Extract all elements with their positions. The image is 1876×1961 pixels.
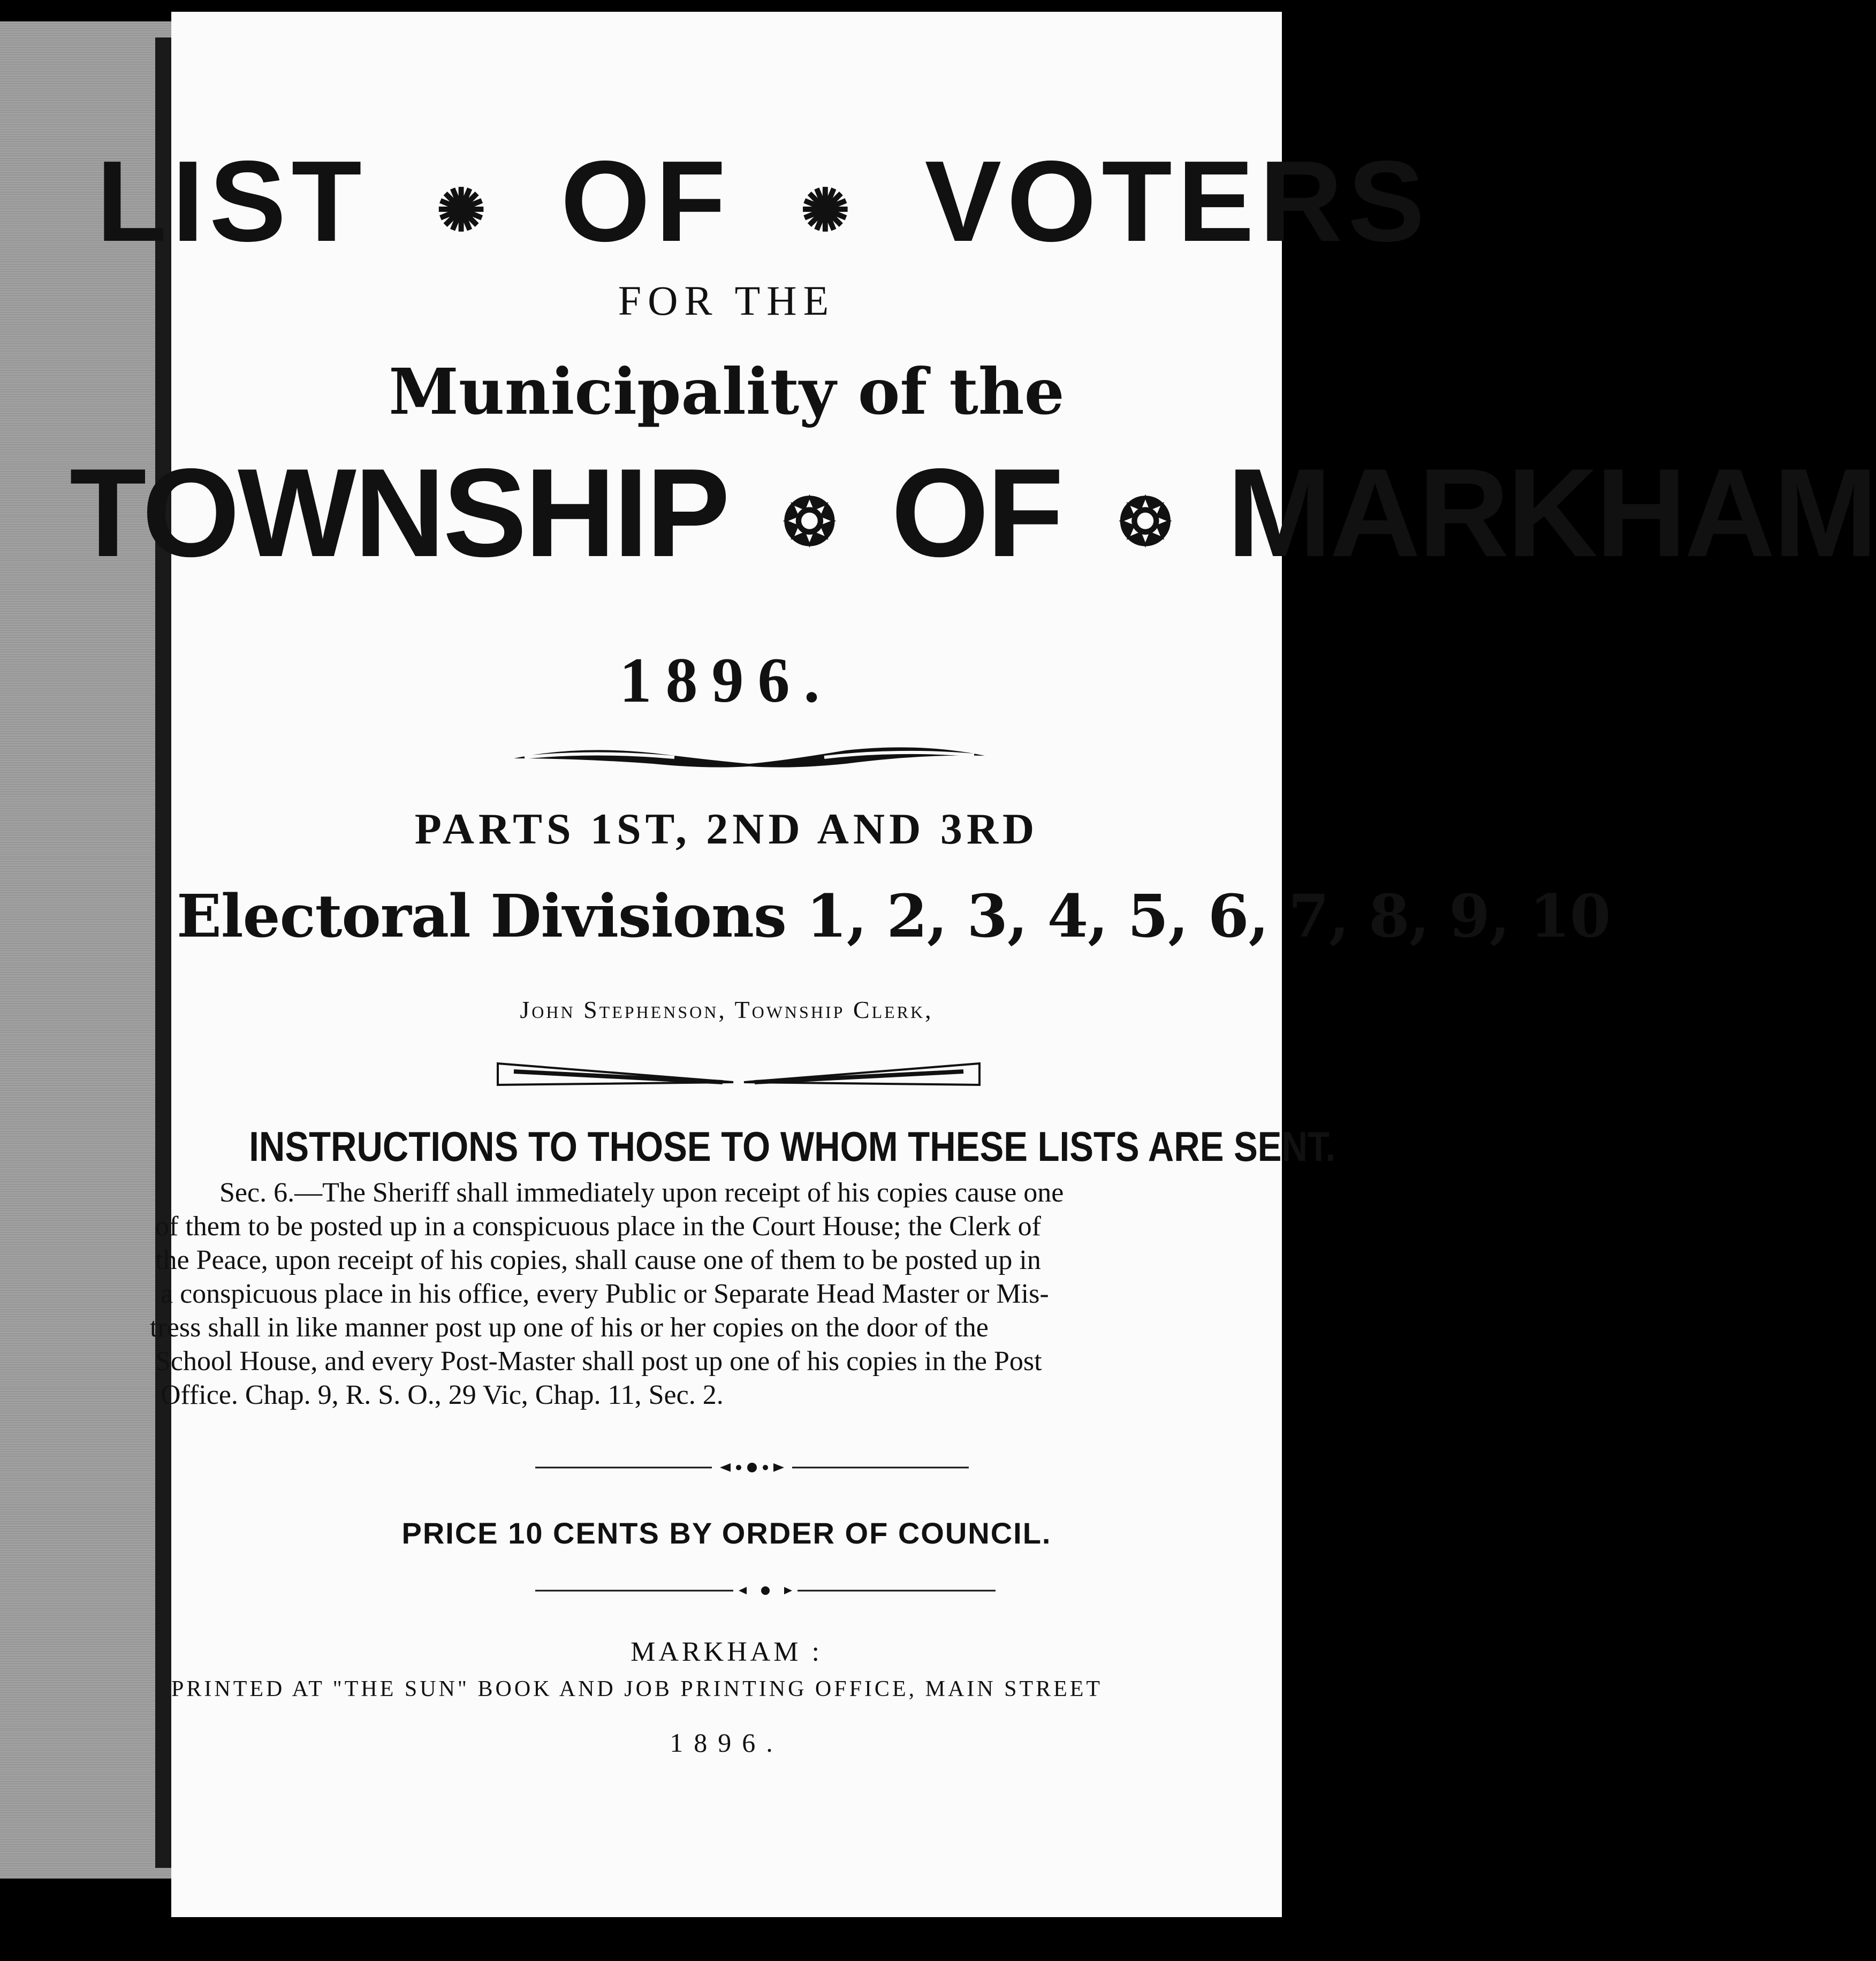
electoral-divisions-line: Electoral Divisions 1, 2, 3, 4, 5, 6, 7, 8, 9, 10 (177, 881, 1611, 951)
tapered-rule-ornament-icon (498, 1061, 979, 1088)
township-title (70, 440, 1876, 585)
rosette-ornament-icon: ❂ (1118, 487, 1171, 559)
statute-line: Office. Chap. 9, R. S. O., 29 Vic, Chap. 11, Sec. 2. (161, 1380, 724, 1410)
statute-line: School House, and every Post-Master shall post up one of his copies in the Post (155, 1346, 1042, 1377)
statute-line: the Peace, upon receipt of his copies, shall cause one of them to be posted up in (155, 1245, 1041, 1275)
municipality-line: Municipality of the (389, 354, 1065, 429)
dotted-rule-ornament-icon (535, 1460, 969, 1476)
place-line: MARKHAM : (631, 1637, 823, 1667)
swash-ornament-icon (514, 742, 985, 774)
print-year: 1896. (670, 1728, 784, 1758)
clerk-line: John Stephenson, Township Clerk, (520, 996, 933, 1023)
title-page (70, 12, 1876, 1917)
township-word: TOWNSHIP (70, 442, 726, 583)
statute-section (150, 1176, 1135, 1412)
township-word-of: OF (891, 442, 1062, 583)
title-word-list: LIST (96, 136, 367, 265)
main-title (96, 135, 1430, 268)
statute-line: Sec. 6.—The Sheriff shall immediately upon receipt of his copies cause one (219, 1177, 1064, 1208)
statute-line: a conspicuous place in his office, every Public or Separate Head Master or Mis- (161, 1279, 1049, 1309)
statute-line: of them to be posted up in a conspicuous place in the Court House; the Clerk of (155, 1211, 1041, 1242)
parts-line: PARTS 1ST, 2ND AND 3RD (414, 804, 1039, 853)
instructions-heading: INSTRUCTIONS TO THOSE TO WHOM THESE LISTS ARE SENT. (249, 1123, 1336, 1170)
dotted-rule-ornament-icon (535, 1583, 996, 1599)
year-heading: 1896. (619, 644, 834, 716)
binding-edge (155, 37, 171, 1868)
title-word-of: OF (560, 136, 732, 265)
rosette-ornament-icon: ❂ (783, 487, 834, 559)
price-line: PRICE 10 CENTS BY ORDER OF COUNCIL. (401, 1516, 1052, 1550)
statute-line: tress shall in like manner post up one of his or her copies on the door of the (150, 1312, 989, 1343)
title-word-voters: VOTERS (924, 136, 1430, 265)
star-ornament-icon: ✺ (436, 178, 491, 244)
star-ornament-icon: ✺ (800, 178, 855, 244)
township-word-markham: MARKHAM (1227, 442, 1876, 583)
printer-line: PRINTED AT "THE SUN" BOOK AND JOB PRINTING OFFICE, MAIN STREET (171, 1677, 1103, 1701)
for-the-line: FOR THE (618, 277, 836, 324)
